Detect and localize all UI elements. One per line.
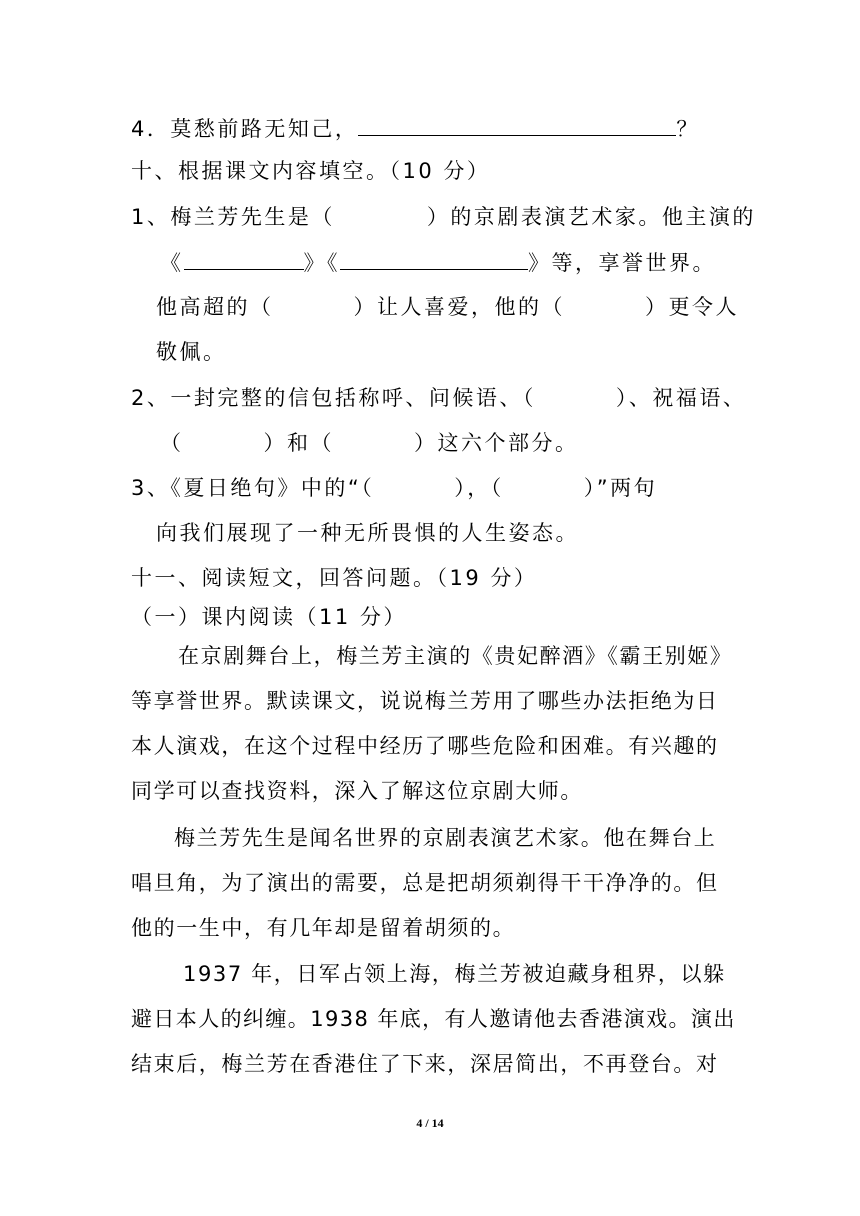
intro-line4: 同学可以查找资料，深入了解这位京剧大师。 — [131, 779, 583, 803]
item-number: 4． — [131, 117, 171, 141]
text: 》《 — [303, 251, 340, 275]
text: 》等，享誉世界。 — [528, 251, 716, 275]
q10-3-line2: 向我们展现了一种无所畏惧的人生姿态。 — [156, 521, 579, 545]
q10-1-line3 — [156, 292, 739, 322]
text: 1、梅兰芳先生是（ — [131, 205, 335, 229]
text: 3、《夏日绝句》中的“（ — [131, 476, 375, 500]
text: ）、祝福语、 — [615, 386, 747, 410]
text: ）这六个部分。 — [414, 431, 579, 455]
para1-line1: 梅兰芳先生是闻名世界的京剧表演艺术家。他在舞台上 — [174, 826, 717, 850]
text: 2、一封完整的信包括称呼、问候语、（ — [131, 386, 536, 410]
text: 他高超的（ — [156, 295, 274, 319]
intro-line2: 等享誉世界。默读课文，说说梅兰芳用了哪些办法拒绝为日 — [131, 689, 719, 713]
q10-2-line2 — [160, 428, 579, 458]
q10-2-line1 — [131, 383, 746, 413]
q10-3-line1 — [131, 473, 657, 503]
text: ）让人喜爱，他的（ — [353, 295, 565, 319]
item-end: ？ — [676, 117, 700, 141]
intro-line1: 在京剧舞台上，梅兰芳主演的《贵妃醉酒》《霸王别姬》 — [178, 644, 733, 668]
text: ）更令人 — [645, 295, 739, 319]
answer-blank[interactable] — [340, 247, 528, 270]
text: （ — [160, 431, 184, 455]
section-10-title: 十、根据课文内容填空。（10 分） — [131, 159, 491, 183]
text: ）的京剧表演艺术家。他主演的 — [426, 205, 756, 229]
item-text: 莫愁前路无知己， — [170, 117, 359, 141]
q10-1-line2 — [160, 247, 716, 278]
q10-1-line1 — [131, 202, 756, 232]
para2-line1: 1937 年，日军占领上海，梅兰芳被迫藏身租界，以躲 — [183, 962, 726, 986]
subsection-1-title: （一）课内阅读（11 分） — [131, 605, 407, 629]
answer-blank[interactable] — [184, 247, 304, 270]
page-number: 4 / 14 — [416, 1116, 444, 1130]
section-11-title: 十一、阅读短文，回答问题。（19 分） — [131, 566, 538, 590]
q9-item4 — [131, 113, 700, 144]
para1-line3: 他的一生中，有几年却是留着胡须的。 — [131, 916, 516, 940]
intro-line3: 本人演戏，在这个过程中经历了哪些危险和困难。有兴趣的 — [131, 734, 719, 758]
text: ）”两句 — [583, 476, 658, 500]
answer-blank[interactable] — [358, 113, 676, 136]
para2-line3: 结束后，梅兰芳在香港住了下来，深居简出，不再登台。对 — [131, 1052, 719, 1076]
text: ），（ — [454, 476, 504, 500]
text: ）和（ — [263, 431, 334, 455]
q10-1-line4: 敬佩。 — [156, 340, 227, 364]
para1-line2: 唱旦角，为了演出的需要，总是把胡须剃得干干净净的。但 — [131, 871, 719, 895]
para2-line2: 避日本人的纠缠。1938 年底，有人邀请他去香港演戏。演出 — [131, 1007, 736, 1031]
text: 《 — [160, 251, 184, 275]
